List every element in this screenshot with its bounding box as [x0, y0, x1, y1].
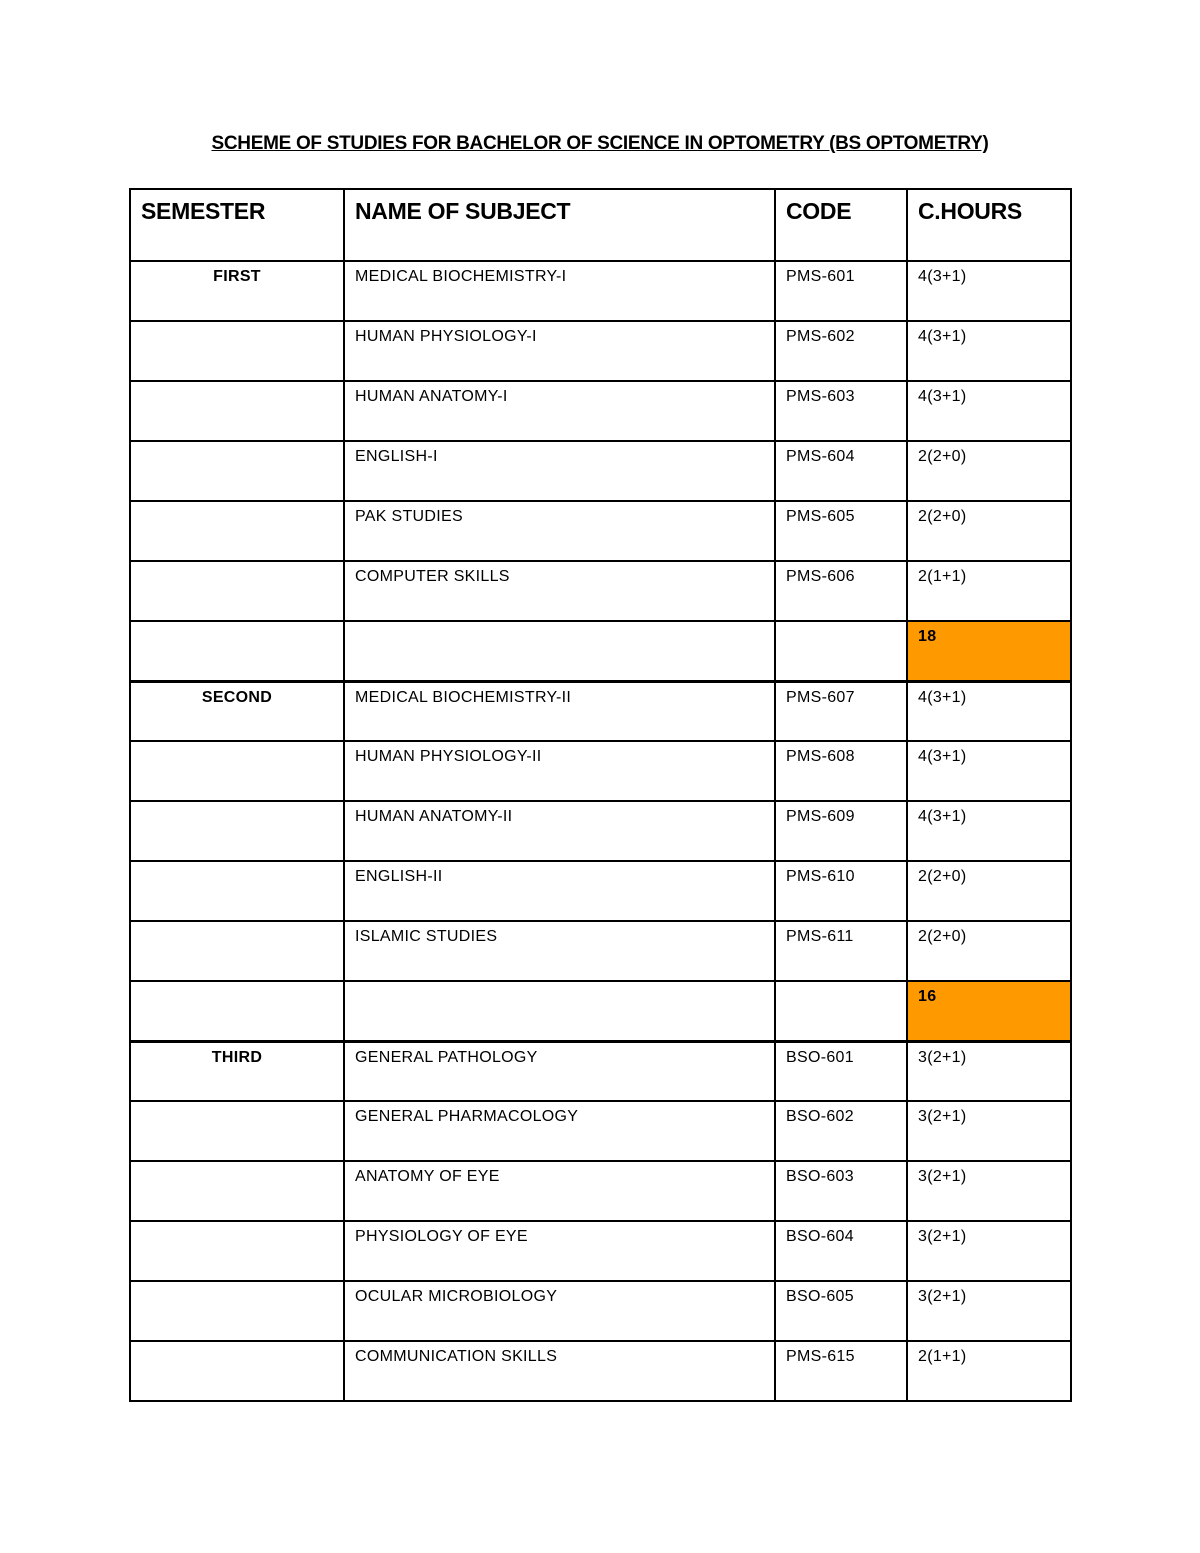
subject-code-cell: PMS-603 [775, 381, 907, 441]
semester-cell [130, 561, 344, 621]
credit-hours-cell: 2(2+0) [907, 441, 1071, 501]
credit-hours-cell: 2(2+0) [907, 921, 1071, 981]
subject-code-cell: PMS-611 [775, 921, 907, 981]
semester-cell [130, 1341, 344, 1401]
credit-hours-cell: 4(3+1) [907, 381, 1071, 441]
credit-hours-cell: 4(3+1) [907, 741, 1071, 801]
subject-name-cell: COMMUNICATION SKILLS [344, 1341, 775, 1401]
subject-code-cell: BSO-601 [775, 1041, 907, 1101]
semester-cell [130, 981, 344, 1041]
semester-cell: SECOND [130, 681, 344, 741]
document-title: SCHEME OF STUDIES FOR BACHELOR OF SCIENCE IN OPTOMETRY (BS OPTOMETRY) [211, 133, 989, 154]
semester-total-hours: 16 [907, 981, 1071, 1041]
table-row [130, 1041, 1071, 1101]
table-row [130, 381, 1071, 441]
subject-name-cell [344, 981, 775, 1041]
header-subject-name: NAME OF SUBJECT [344, 189, 775, 261]
semester-cell [130, 501, 344, 561]
semester-cell [130, 861, 344, 921]
subject-name-cell: HUMAN ANATOMY-II [344, 801, 775, 861]
subject-code-cell: PMS-607 [775, 681, 907, 741]
subject-code-cell [775, 621, 907, 681]
subject-name-cell [344, 621, 775, 681]
table-row [130, 1341, 1071, 1401]
subject-name-cell: PAK STUDIES [344, 501, 775, 561]
semester-cell [130, 921, 344, 981]
credit-hours-cell: 4(3+1) [907, 261, 1071, 321]
table-row [130, 801, 1071, 861]
subject-name-cell: OCULAR MICROBIOLOGY [344, 1281, 775, 1341]
subject-code-cell: PMS-604 [775, 441, 907, 501]
header-credit-hours: C.HOURS [907, 189, 1071, 261]
table-row [130, 321, 1071, 381]
subject-code-cell: BSO-604 [775, 1221, 907, 1281]
subject-code-cell: PMS-609 [775, 801, 907, 861]
header-code: CODE [775, 189, 907, 261]
semester-cell [130, 621, 344, 681]
table-row [130, 1221, 1071, 1281]
credit-hours-cell: 2(1+1) [907, 1341, 1071, 1401]
subject-name-cell: GENERAL PHARMACOLOGY [344, 1101, 775, 1161]
table-row [130, 261, 1071, 321]
credit-hours-cell: 3(2+1) [907, 1221, 1071, 1281]
table-row [130, 1101, 1071, 1161]
subject-code-cell: BSO-602 [775, 1101, 907, 1161]
subject-name-cell: HUMAN PHYSIOLOGY-I [344, 321, 775, 381]
credit-hours-cell: 4(3+1) [907, 681, 1071, 741]
table-row [130, 1281, 1071, 1341]
table-row [130, 1161, 1071, 1221]
credit-hours-cell: 2(2+0) [907, 861, 1071, 921]
header-semester: SEMESTER [130, 189, 344, 261]
table-row [130, 861, 1071, 921]
semester-cell [130, 1221, 344, 1281]
semester-cell [130, 381, 344, 441]
subject-name-cell: ANATOMY OF EYE [344, 1161, 775, 1221]
subject-code-cell [775, 981, 907, 1041]
semester-cell [130, 801, 344, 861]
credit-hours-cell: 3(2+1) [907, 1041, 1071, 1101]
subject-name-cell: HUMAN PHYSIOLOGY-II [344, 741, 775, 801]
table-row [130, 921, 1071, 981]
header-row [130, 189, 1071, 261]
subject-code-cell: BSO-605 [775, 1281, 907, 1341]
subject-code-cell: PMS-606 [775, 561, 907, 621]
subject-code-cell: BSO-603 [775, 1161, 907, 1221]
semester-cell [130, 441, 344, 501]
table-row [130, 681, 1071, 741]
credit-hours-cell: 2(1+1) [907, 561, 1071, 621]
semester-cell [130, 1281, 344, 1341]
table-row [130, 501, 1071, 561]
semester-cell [130, 321, 344, 381]
subject-name-cell: HUMAN ANATOMY-I [344, 381, 775, 441]
subject-name-cell: MEDICAL BIOCHEMISTRY-II [344, 681, 775, 741]
semester-total-hours: 18 [907, 621, 1071, 681]
credit-hours-cell: 3(2+1) [907, 1161, 1071, 1221]
semester-cell: FIRST [130, 261, 344, 321]
subject-name-cell: GENERAL PATHOLOGY [344, 1041, 775, 1101]
subject-name-cell: ISLAMIC STUDIES [344, 921, 775, 981]
subject-name-cell: ENGLISH-I [344, 441, 775, 501]
subject-name-cell: PHYSIOLOGY OF EYE [344, 1221, 775, 1281]
total-row [130, 981, 1071, 1041]
subject-code-cell: PMS-615 [775, 1341, 907, 1401]
semester-cell: THIRD [130, 1041, 344, 1101]
subject-name-cell: COMPUTER SKILLS [344, 561, 775, 621]
credit-hours-cell: 4(3+1) [907, 801, 1071, 861]
credit-hours-cell: 2(2+0) [907, 501, 1071, 561]
table-body [130, 261, 1071, 1401]
subject-name-cell: ENGLISH-II [344, 861, 775, 921]
subject-name-cell: MEDICAL BIOCHEMISTRY-I [344, 261, 775, 321]
credit-hours-cell: 4(3+1) [907, 321, 1071, 381]
subject-code-cell: PMS-601 [775, 261, 907, 321]
semester-cell [130, 1101, 344, 1161]
subject-code-cell: PMS-605 [775, 501, 907, 561]
table-row [130, 741, 1071, 801]
table-row [130, 561, 1071, 621]
credit-hours-cell: 3(2+1) [907, 1101, 1071, 1161]
subject-code-cell: PMS-602 [775, 321, 907, 381]
table-row [130, 441, 1071, 501]
subject-code-cell: PMS-608 [775, 741, 907, 801]
credit-hours-cell: 3(2+1) [907, 1281, 1071, 1341]
semester-cell [130, 741, 344, 801]
scheme-table [129, 188, 1072, 1402]
semester-cell [130, 1161, 344, 1221]
total-row [130, 621, 1071, 681]
subject-code-cell: PMS-610 [775, 861, 907, 921]
